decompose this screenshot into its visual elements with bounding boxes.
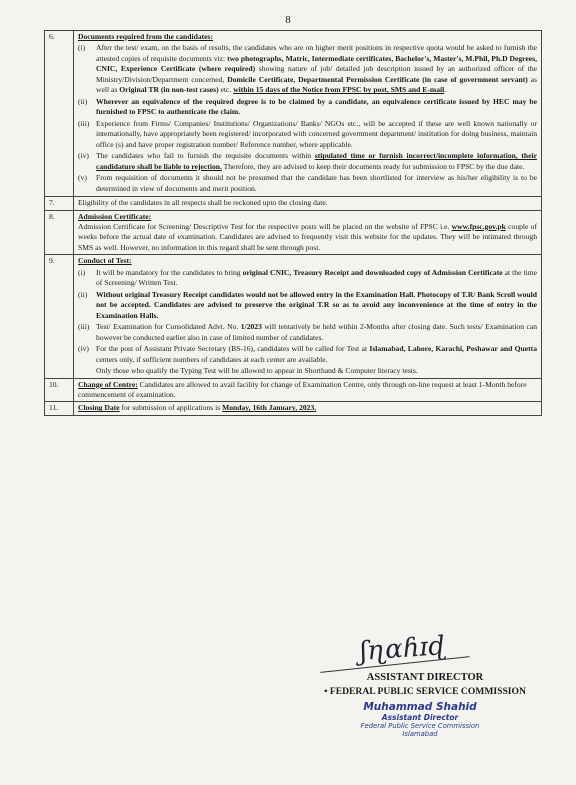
sub-item-ii: (ii) Wherever an equivalence of the required degree is to be claimed by a candidate, an equivalence certificate issued by HEC may be furnished to FPSC to authenticate the claim.	[78, 96, 537, 117]
stamp-name: Muhammad Shahid	[363, 701, 477, 713]
official-stamp	[345, 701, 495, 738]
item-9	[45, 255, 542, 378]
fpsc-website-link[interactable]: www.fpsc.gov.pk	[451, 221, 506, 231]
item-number: 11.	[45, 402, 74, 415]
item-text: Eligibility of the candidates in all respects shall be reckoned upto the closing date.	[74, 197, 542, 210]
sub-item-iv: (iv) For the post of Assistant Private Secretary (BS-16), candidates will be called for Test at Islamabad, Lahore, Karachi, Peshawar and Quetta centers only, if sufficient numbers of candidates at each center are available.	[78, 344, 537, 364]
section-heading: Change of Centre:	[78, 379, 138, 389]
stamp-city: Islamabad	[402, 730, 438, 738]
item-7	[45, 197, 542, 210]
sub-item-iv-note: Only those who qualify the Typing Test will be allowed to appear in Shorthand & Computer literacy tests.	[96, 366, 418, 376]
section-heading: Admission Certificate:	[78, 211, 152, 221]
item-number: 10.	[45, 378, 74, 402]
section-heading: Closing Date	[78, 403, 120, 413]
item-number: 6.	[45, 31, 74, 197]
item-number: 8.	[45, 210, 74, 255]
stamp-title: Assistant Director	[381, 713, 459, 722]
sub-item-iii: (iii) Experience from Firms/ Companies/ Institutions/ Organizations/ Banks/ NGOs etc., will be accepted if these are well known nationally or internationally, have appropriately been registered/ incorporated with concerned government department/ institution for doing business, maintain office (s) and have proper registration number/ Reference number, where applicable.	[78, 118, 537, 149]
sub-item-iii: (iii) Test/ Examination for Consolidated Advt. No. 1/2023 will tentatively be held within 2-Months after closing date. Such tests/ Examination can however be conducted earlier also in case of limited number of candidates.	[78, 322, 537, 342]
page-number: 8	[285, 14, 291, 26]
sub-item-v: (v) From requisition of documents it should not be presumed that the candidate has been shortlisted for interview as his/her eligibility is to be determined in view of documents and merit position.	[78, 173, 537, 193]
item-8: 8. Admission Certificate: Admission Certificate for Screening/ Descriptive Test for the respective posts will be placed on the website of FPSC i.e. www.fpsc.gov.pk couple of weeks before the actual date of examination. Candidates are advised to frequently visit this website for the updates. They will be intimated through SMS as well. However, no information in this regard shall be sent through post.	[45, 210, 542, 255]
document-table	[44, 30, 542, 416]
handwritten-signature: ʃɳɑɦɪɖ	[359, 631, 446, 667]
item-6	[45, 31, 542, 197]
sub-item-i: (i) After the test/ exam, on the basis of results, the candidates who are on higher merit positions in respective quota would be asked to furnish the attested copies of requisite documents viz: two photographs, Matric, Intermediate certificates, Bachelor's, Master's, M.Phil, Ph.D Degrees, CNIC, Experience Certificate (where required) showing nature of job/ detailed job description issued by an authorized officer of the Ministry/Division/Department concerned, Domicile Certificate, Departmental Permission Certificate (in case of government servant) as well as Original TR (in non-test cases) etc. within 15 days of the Notice from FPSC by post, SMS and E-mail.	[78, 43, 537, 95]
section-heading: Conduct of Test:	[78, 256, 132, 266]
closing-date: Monday, 16th January, 2023.	[222, 403, 317, 413]
item-11: 11. Closing Date for submission of applications is Monday, 16th January, 2023.	[45, 402, 542, 415]
item-10: 10. Change of Centre: Candidates are allowed to avail facility for change of Examination Centre, only through on-line request at least 1-Month before commencement of examination.	[45, 378, 542, 402]
stamp-organization: Federal Public Service Commission	[360, 722, 480, 730]
section-heading: Documents required from the candidates:	[78, 32, 213, 41]
sub-item-iv: (iv) The candidates who fail to furnish the requisite documents within stipulated time or furnish incorrect/incomplete information, their candidature shall be liable to rejection. Therefore, they are advised to keep their documents ready for submission to FPSC by the due date.	[78, 151, 537, 171]
sub-item-i: (i) It will be mandatory for the candidates to bring original CNIC, Treasury Receipt and downloaded copy of Admission Certificate at the time of Screening/ Written Test.	[78, 267, 538, 288]
sub-item-ii: (ii) Without original Treasury Receipt candidates would not be allowed entry in the Examination Hall. Photocopy of T.R/ Bank Scroll would not be accepted. Candidates are advised to preserve the original T.R so as to avoid any inconvenience at the time of entry in the Examination Halls.	[78, 289, 537, 320]
item-number: 7.	[45, 197, 74, 210]
signatory-organization: • FEDERAL PUBLIC SERVICE COMMISSION	[324, 686, 526, 697]
item-number: 9.	[45, 255, 74, 378]
signatory-designation: ASSISTANT DIRECTOR	[366, 672, 484, 683]
